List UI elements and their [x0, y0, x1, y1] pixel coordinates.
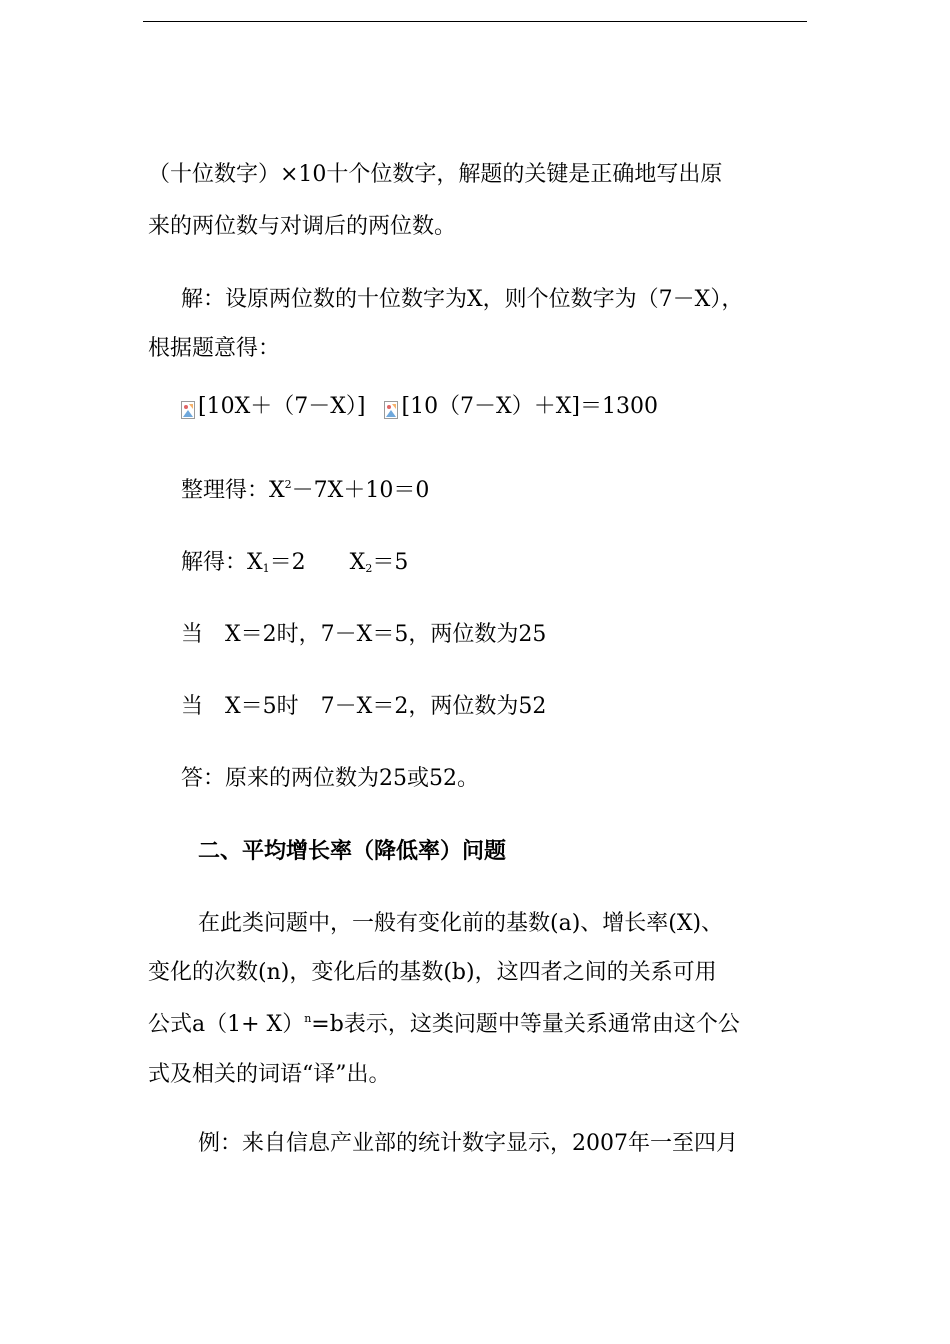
formula-rest: =b表示，这类问题中等量关系通常由这个公 — [311, 1012, 740, 1037]
superscript-n: n — [304, 1012, 312, 1025]
text-line-1: （十位数字）×10十个位数字，解题的关键是正确地写出原 — [148, 162, 723, 187]
solve-rest: ＝5 — [372, 550, 409, 575]
text-line-2: 来的两位数与对调后的两位数。 — [148, 214, 457, 239]
simplify-prefix: 整理得：X — [181, 478, 285, 503]
case-line-2: 当 X＝5时 7－X＝2，两位数为52 — [181, 694, 547, 719]
case-line-1: 当 X＝2时，7－X＝5，两位数为25 — [181, 622, 547, 647]
solve-mid: ＝2 X — [269, 550, 366, 575]
equation-part-b: [10（7－X）＋X]＝1300 — [401, 394, 658, 419]
solution-line-2: 根据题意得： — [148, 336, 281, 361]
formula-prefix: 公式a（1+ X） — [148, 1012, 305, 1037]
equation-part-a: [10X＋（7－X）] — [198, 394, 366, 419]
paragraph-line-3 — [148, 1010, 740, 1040]
example-line: 例：来自信息产业部的统计数字显示，2007年一至四月 — [198, 1131, 738, 1156]
answer-line: 答：原来的两位数为25或52。 — [181, 766, 479, 791]
header-rule — [143, 21, 807, 22]
solve-prefix: 解得：X — [181, 550, 263, 575]
simplify-rest: －7X＋10＝0 — [291, 478, 430, 503]
broken-image-icon — [384, 398, 398, 416]
section-heading: 二、平均增长率（降低率）问题 — [198, 839, 507, 864]
superscript-2: 2 — [284, 478, 292, 491]
equation-line — [181, 392, 658, 422]
paragraph-line-1: 在此类问题中，一般有变化前的基数(a)、增长率(X)、 — [198, 911, 724, 936]
broken-image-icon — [181, 398, 195, 416]
solve-line — [181, 548, 408, 578]
simplify-line — [181, 476, 429, 506]
subscript-1: 1 — [262, 562, 270, 575]
solution-line-1: 解：设原两位数的十位数字为X，则个位数字为（7－X）， — [181, 287, 744, 312]
paragraph-line-2: 变化的次数(n)，变化后的基数(b)，这四者之间的关系可用 — [148, 960, 717, 985]
subscript-2: 2 — [365, 562, 373, 575]
paragraph-line-4: 式及相关的词语“译”出。 — [148, 1062, 391, 1087]
